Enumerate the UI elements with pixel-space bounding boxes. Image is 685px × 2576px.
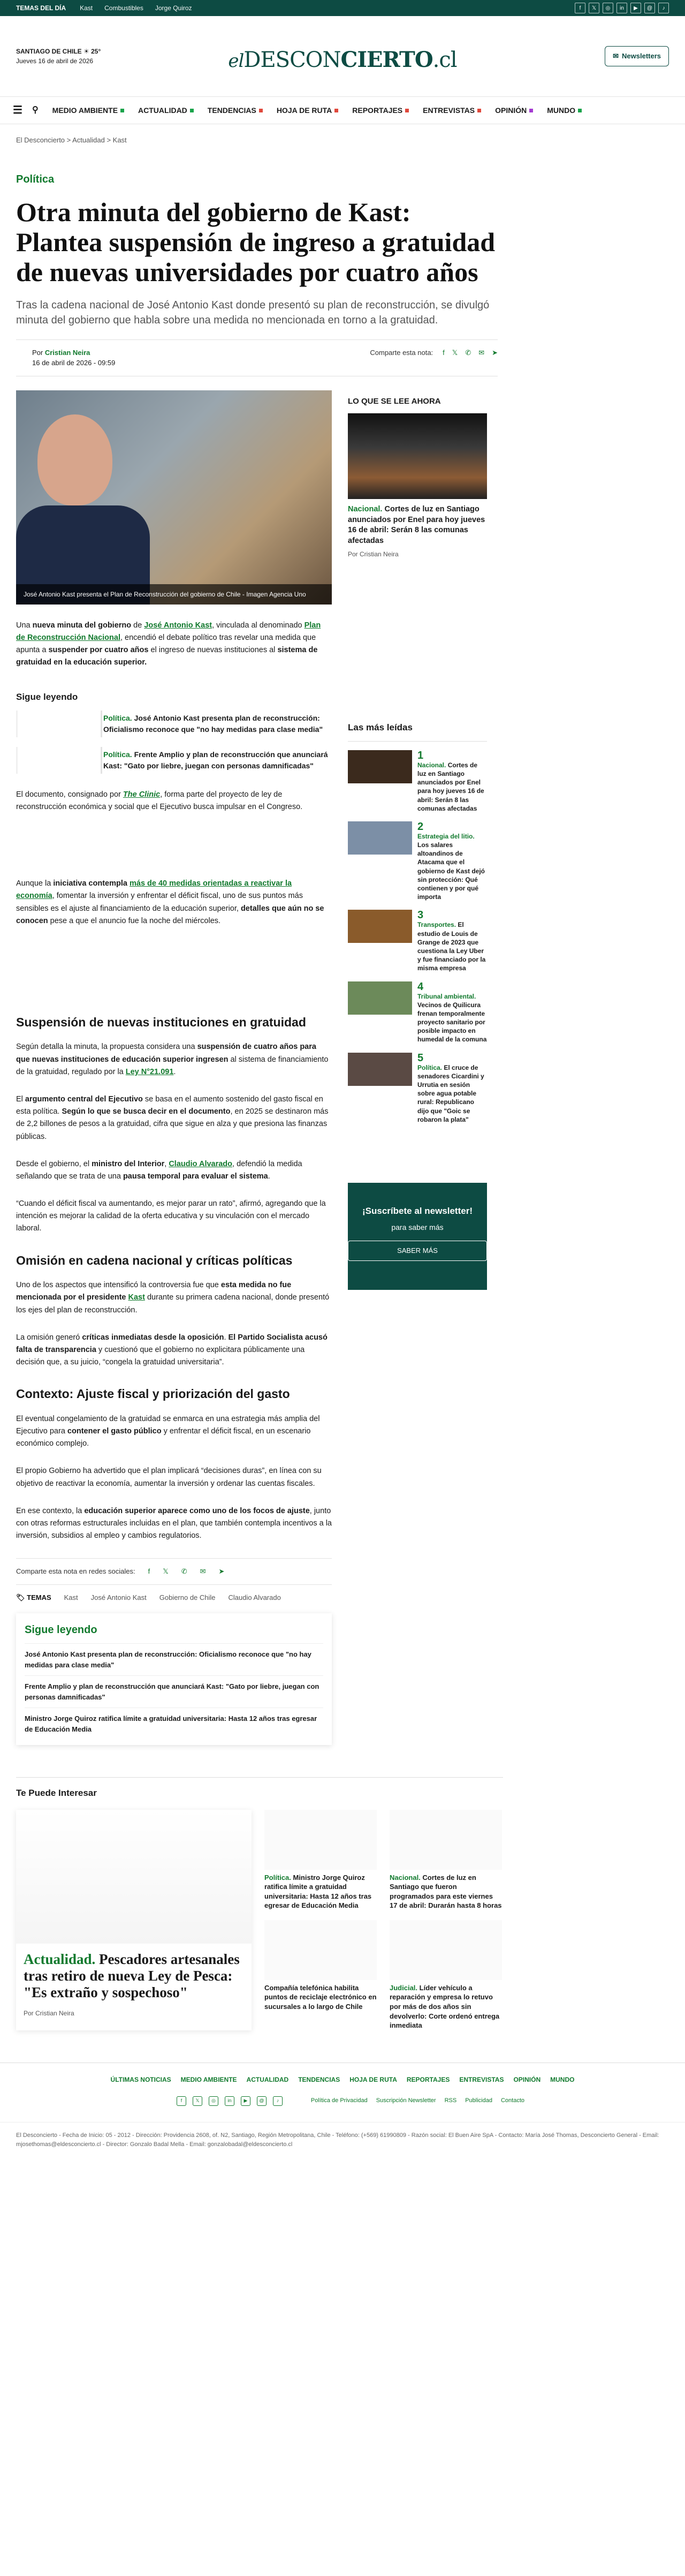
topic-link-quiroz[interactable]: Jorge Quiroz <box>155 4 192 12</box>
tiktok-icon[interactable]: ♪ <box>273 2096 283 2106</box>
site-logo[interactable]: elDESCONCIERTO.cl <box>228 47 457 72</box>
footer-nav: ÚLTIMAS NOTICIAS MEDIO AMBIENTE ACTUALIDAD TENDENCIAS HOJA DE RUTA REPORTAJES ENTREVISTAS OPINIÓN MUNDO <box>0 2063 685 2084</box>
x-icon[interactable]: 𝕏 <box>589 3 599 13</box>
x-icon[interactable]: 𝕏 <box>193 2096 202 2106</box>
nav-tendencias[interactable]: TENDENCIAS <box>208 105 263 116</box>
article-section[interactable]: Política <box>16 173 55 185</box>
most-read-item[interactable]: 1 Nacional. Cortes de luz en Santiago anunciados por Enel para hoy jueves 16 de abril: Serán 8 las comunas afectadas <box>348 750 487 813</box>
top-bar <box>0 0 685 16</box>
email-share-icon[interactable]: ✉ <box>200 1567 206 1576</box>
paragraph: En ese contexto, la educación superior aparece como uno de los focos de ajuste, junto con otras reformas estructurales incluidas en el plan, que también contempla incentivos a la inversión, subsidios al empleo y cambios regulatorios. <box>16 1506 332 1540</box>
telegram-share-icon[interactable]: ➤ <box>492 348 498 357</box>
facebook-icon[interactable]: f <box>575 3 585 13</box>
site-header <box>0 16 685 96</box>
x-share-icon[interactable]: 𝕏 <box>163 1567 169 1576</box>
email-share-icon[interactable]: ✉ <box>478 348 485 357</box>
most-read-item[interactable]: 5 Política. El cruce de senadores Cicardini y Urrutia en sesión sobre agua potable rural: Republicano dijo que "Goic se robaron la plata" <box>348 1053 487 1124</box>
tag-link[interactable]: José Antonio Kast <box>90 1593 147 1601</box>
legal-text: El Desconcierto - Fecha de Inicio: 05 - 2012 - Dirección: Providencia 2608, of. N2, Santiago, Región Metropolitana, Chile - Teléfono: (+569) 61990809 - Razón social: El Buen Aire SpA - Contacto: María José Thomas, Desconcierto General - Email: mjosethomas@eldesconcierto.cl - Director: Gonzalo Badal Mella - Email: gonzalobadal@eldesconcierto.cl <box>0 2122 685 2158</box>
facebook-share-icon[interactable]: f <box>148 1567 150 1576</box>
paragraph: El argumento central del Ejecutivo se basa en el aumento sostenido del gasto fiscal en esta política. Según lo que se busca decir en el documento, en 2025 se destinaron más de 2,2 billones de pesos a la gratuidad, cifra que sigue en alza y que presiona las finanzas públicas. <box>16 1094 329 1141</box>
facebook-share-icon[interactable]: f <box>443 348 445 357</box>
tiktok-icon[interactable]: ♪ <box>658 3 669 13</box>
subheading: Suspensión de nuevas instituciones en gratuidad <box>16 1015 306 1029</box>
nav-entrevistas[interactable]: ENTREVISTAS <box>423 105 481 116</box>
related-item[interactable]: Política. José Antonio Kast presenta plan de reconstrucción: Oficialismo reconoce que "no hay medidas para clase media" <box>16 711 332 737</box>
social-links <box>575 3 669 13</box>
tag-icon: 🏷 <box>16 1593 25 1601</box>
topic-link-kast[interactable]: Kast <box>80 4 93 12</box>
article-title: Otra minuta del gobierno de Kast: Plantea suspensión de ingreso a gratuidad de nuevas universidades por cuatro años <box>16 197 496 287</box>
breadcrumb[interactable]: El Desconcierto > Actualidad > Kast <box>16 136 127 144</box>
tag-link[interactable]: Gobierno de Chile <box>159 1593 216 1601</box>
tag-link[interactable]: Claudio Alvarado <box>228 1593 281 1601</box>
related-inline: Sigue leyendo Política. José Antonio Kast presenta plan de reconstrucción: Oficialismo reconoce que "no hay medidas para clase media" Política. Frente Amplio y plan de reconstrucción que anunciará Kast: "Gato por liebre, juegan con personas damnificadas" <box>16 690 332 774</box>
topic-link-combustibles[interactable]: Combustibles <box>104 4 143 12</box>
newsletter-button[interactable]: ✉ Newsletters <box>605 46 669 66</box>
instagram-icon[interactable]: ◎ <box>603 3 613 13</box>
nav-actualidad[interactable]: ACTUALIDAD <box>138 105 194 116</box>
youtube-icon[interactable]: ▶ <box>241 2096 250 2106</box>
share-bottom: Comparte esta nota en redes sociales: f 𝕏 ✆ ✉ ➤ <box>16 1558 332 1585</box>
recommended-card[interactable]: Nacional. Cortes de luz en Santiago que fueron programados para este viernes 17 de abril: Durarán hasta 8 horas <box>390 1810 502 1910</box>
threads-icon[interactable]: @ <box>257 2096 267 2106</box>
tag-link[interactable]: Kast <box>64 1593 78 1601</box>
youtube-icon[interactable]: ▶ <box>630 3 641 13</box>
x-share-icon[interactable]: 𝕏 <box>452 348 458 357</box>
trending-image <box>348 413 487 499</box>
current-date: Jueves 16 de abril de 2026 <box>16 57 94 65</box>
nav-opinion[interactable]: OPINIÓN <box>495 105 533 116</box>
article-lead: Tras la cadena nacional de José Antonio Kast donde presentó su plan de reconstrucción, se divulgó minuta del gobierno que habla sobre una medida no mencionada en torno a la gratuidad. <box>16 299 490 326</box>
trending-now[interactable]: LO QUE SE LEE AHORA Nacional. Cortes de luz en Santiago anunciados por Enel para hoy jueves 16 de abril: Serán 8 las comunas afectadas Por Cristian Neira <box>348 390 487 560</box>
related-box: Sigue leyendo José Antonio Kast presenta plan de reconstrucción: Oficialismo reconoce que "no hay medidas para clase media" Frente Amplio y plan de reconstrucción que anunciará Kast: "Gato por liebre, juegan con personas damnificadas" Ministro Jorge Quiroz ratifica límite a gratuidad universitaria: Hasta 12 años tras egresar de Educación Media <box>16 1613 332 1745</box>
weather-widget <box>16 47 101 66</box>
publish-date: 16 de abril de 2026 - 09:59 <box>32 359 116 367</box>
linkedin-icon[interactable]: in <box>225 2096 234 2106</box>
main-nav <box>0 96 685 124</box>
article-body <box>16 390 332 1746</box>
sidebar <box>348 390 487 1746</box>
paragraph: Desde el gobierno, el ministro del Interior, Claudio Alvarado, defendió la medida señalando que se trata de una pausa temporal para evaluar el sistema. <box>16 1159 302 1181</box>
paragraph: El propio Gobierno ha advertido que el plan implicará “decisiones duras”, en línea con su objetivo de reactivar la economía, aumentar la inversión y ordenar las cuentas fiscales. <box>16 1467 322 1488</box>
related-item[interactable]: Ministro Jorge Quiroz ratifica límite a gratuidad universitaria: Hasta 12 años tras egresar de Educación Media <box>25 1708 323 1740</box>
recommended-card[interactable]: Compañía telefónica habilita puntos de reciclaje electrónico en sucursales a lo largo de Chile <box>264 1920 377 2030</box>
most-read-item[interactable]: 3 Transportes. El estudio de Louis de Grange de 2023 que cuestiona la Ley Uber y fue financiado por la misma empresa <box>348 910 487 972</box>
sun-icon: ☀ <box>83 48 89 55</box>
most-read-item[interactable]: 2 Estrategia del litio. Los salares altoandinos de Atacama que el gobierno de Kast dejó sin protección: Qué contienen y por qué importa <box>348 821 487 902</box>
linkedin-icon[interactable]: in <box>616 3 627 13</box>
paragraph: El documento, consignado por The Clinic, forma parte del proyecto de ley de reconstrucción económica y social que el Ejecutivo busca impulsar en el Congreso. <box>16 790 303 811</box>
most-read-item[interactable]: 4 Tribunal ambiental. Vecinos de Quilicura frenan temporalmente proyecto sanitario por posible impacto en humedal de la comuna <box>348 981 487 1044</box>
related-item[interactable]: Política. Frente Amplio y plan de reconstrucción que anunciará Kast: "Gato por liebre, juegan con personas damnificadas" <box>16 747 332 774</box>
subheading: Contexto: Ajuste fiscal y priorización del gasto <box>16 1387 290 1401</box>
related-item[interactable]: José Antonio Kast presenta plan de reconstrucción: Oficialismo reconoce que "no hay medidas para clase media" <box>25 1643 323 1675</box>
topics-label: TEMAS DEL DÍA <box>16 4 66 12</box>
nav-medio-ambiente[interactable]: MEDIO AMBIENTE <box>52 105 124 116</box>
author-link[interactable]: Cristian Neira <box>44 348 90 357</box>
newsletter-box: ¡Suscríbete al newsletter! para saber más SABER MÁS <box>348 1183 487 1290</box>
byline: Por Cristian Neira 16 de abril de 2026 - 09:59 <box>32 348 115 368</box>
share-top: Comparte esta nota: f 𝕏 ✆ ✉ ➤ <box>370 348 498 358</box>
threads-icon[interactable]: @ <box>644 3 655 13</box>
recommended-featured[interactable]: Actualidad. Pescadores artesanales tras retiro de nueva Ley de Pesca: "Es extraño y sospechoso" Por Cristian Neira <box>16 1810 252 2030</box>
tags: 🏷 TEMAS Kast José Antonio Kast Gobierno de Chile Claudio Alvarado <box>16 1592 332 1603</box>
paragraph: La omisión generó críticas inmediatas desde la oposición. El Partido Socialista acusó falta de transparencia y cuestionó que el gobierno no explicitara públicamente una decisión que, a su juicio, “congela la gratuidad universitaria”. <box>16 1333 328 1367</box>
hero-image <box>16 390 332 605</box>
recommended-card[interactable]: Judicial. Líder vehículo a reparación y empresa lo retuvo por más de dos años sin devolverlo: Corte ordenó entrega inmediata <box>390 1920 502 2030</box>
footer-row: f 𝕏 ◎ in ▶ @ ♪ Política de Privacidad Suscripción Newsletter RSS Publicidad Contacto <box>0 2084 685 2106</box>
mail-icon: ✉ <box>613 52 619 61</box>
whatsapp-share-icon[interactable]: ✆ <box>465 348 471 357</box>
weather-temp: 25° <box>91 48 101 55</box>
paragraph: Aunque la iniciativa contempla más de 40 medidas orientadas a reactivar la economía, fomentar la inversión y enfrentar el déficit fiscal, uno de sus puntos más sensibles es el ajuste al financiamiento de la educación superior, detalles que aún no se conocen pese a que el anuncio fue la noche del miércoles. <box>16 879 324 925</box>
paragraph: El eventual congelamiento de la gratuidad se enmarca en una estrategia más amplia del Ejecutivo para contener el gasto público y enfrentar el déficit fiscal, en un escenario económico complejo. <box>16 1414 320 1448</box>
newsletter-cta-button[interactable]: SABER MÁS <box>348 1241 487 1261</box>
hamburger-icon[interactable]: ☰ <box>13 104 22 116</box>
paragraph: “Cuando el déficit fiscal va aumentando, es mejor parar un rato”, afirmó, agregando que la intención es mejorar la calidad de la oferta educativa y su vinculación con el mercado laboral. <box>16 1199 326 1233</box>
paragraph: Uno de los aspectos que intensificó la controversia fue que esta medida no fue mencionada por el presidente Kast durante su primera cadena nacional, donde presentó los ejes del plan de reconstrucción. <box>16 1281 330 1315</box>
image-caption: José Antonio Kast presenta el Plan de Reconstrucción del gobierno de Chile - Imagen Agencia Uno <box>16 584 332 605</box>
telegram-share-icon[interactable]: ➤ <box>218 1567 225 1576</box>
nav-hoja-de-ruta[interactable]: HOJA DE RUTA <box>277 105 338 116</box>
facebook-icon[interactable]: f <box>177 2096 186 2106</box>
search-icon[interactable]: ⚲ <box>32 105 39 115</box>
instagram-icon[interactable]: ◎ <box>209 2096 218 2106</box>
byline-row <box>16 339 498 376</box>
recommended-card[interactable]: Política. Ministro Jorge Quiroz ratifica límite a gratuidad universitaria: Hasta 12 años tras egresar de Educación Media <box>264 1810 377 1910</box>
weather-city: SANTIAGO DE CHILE <box>16 48 82 55</box>
most-read: Las más leídas 1 Nacional. Cortes de luz en Santiago anunciados por Enel para hoy jueves 16 de abril: Serán 8 las comunas afectadas 2 Estrategia del litio. Los salares altoandinos de Atacama que el gobierno de Kast dejó sin protección: Qué contienen y por qué importa 3 Transportes. El estudio de Louis de Grange de 2023 que cuestiona la Ley Uber y fue financiado por la misma empresa 4 Tribunal ambiental. Vecinos de Quilicura frenan temporalmente proyecto sanitario por posible impacto en humedal de la comuna 5 Política. El cruce de senadores Cicardini y Urrutia en sesión sobre agua potable rural: Republicano dijo que "Goic se robaron la plata" <box>348 714 487 1124</box>
related-item[interactable]: Frente Amplio y plan de reconstrucción que anunciará Kast: "Gato por liebre, juegan con personas damnificadas" <box>25 1675 323 1708</box>
nav-reportajes[interactable]: REPORTAJES <box>352 105 409 116</box>
nav-mundo[interactable]: MUNDO <box>547 105 582 116</box>
recommended: Te Puede Interesar Actualidad. Pescadores artesanales tras retiro de nueva Ley de Pesca: "Es extraño y sospechoso" Por Cristian Neira Política. Ministro Jorge Quiroz ratifica límite a gratuidad universitaria: Hasta 12 años tras egresar de Educación Media Nacional. Cortes de luz en Santiago que fueron programados para este viernes 17 de abril: Durarán hasta 8 horas Compañía telefónica habilita puntos de reciclaje electrónico en sucursales a lo largo de Chile Judicial. Líder vehículo a reparación y empresa lo retuvo por más de dos años sin devolverlo: Corte ordenó entrega inmediata <box>16 1777 503 2030</box>
subheading: Omisión en cadena nacional y críticas políticas <box>16 1253 293 1267</box>
whatsapp-share-icon[interactable]: ✆ <box>181 1567 187 1576</box>
paragraph: Según detalla la minuta, la propuesta considera una suspensión de cuatro años para que nuevas instituciones de educación superior ingresen al sistema de financiamiento de la gratuidad, regulado por la Ley N°21.091. <box>16 1043 329 1076</box>
paragraph: Una nueva minuta del gobierno de José Antonio Kast, vinculada al denominado Plan de Reconstrucción Nacional, encendió el debate político tras revelar una medida que apunta a suspender por cuatro años el ingreso de nuevas instituciones al sistema de gratuidad en la educación superior. <box>16 621 321 667</box>
